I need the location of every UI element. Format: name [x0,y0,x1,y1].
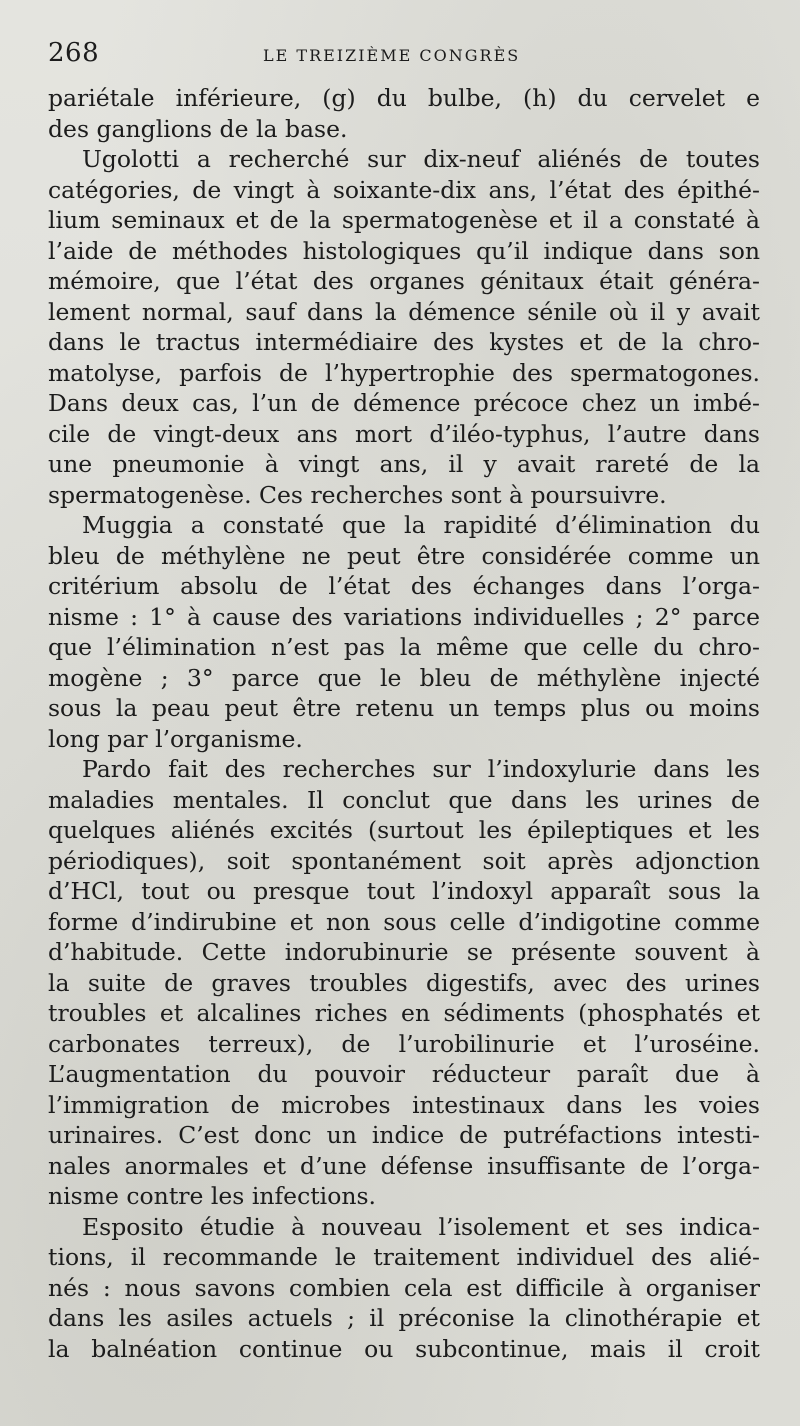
running-title: LE TREIZIÈME CONGRÈS [263,46,521,65]
text-line: nisme : 1° à cause des variations individuelles ; 2° parce [48,602,760,631]
text-line: Pardo fait des recherches sur l’indoxylurie dans les [82,755,760,783]
text-line: nales anormales et d’une défense insuffisante de l’orga- [48,1151,760,1180]
text-line: long par l’organisme. [48,724,303,753]
text-line: Ugolotti a recherché sur dix-neuf aliénés de toutes [82,145,760,173]
text-line: tions, il recommande le traitement individuel des alié- [48,1243,760,1271]
text-line: forme d’indirubine et non sous celle d’indigotine comme [48,907,760,936]
text-line: L’augmentation du pouvoir réducteur paraît due à [48,1060,760,1088]
text-line: sous la peau peut être retenu un temps plus ou moins [48,694,760,722]
text-line: lium seminaux et de la spermatogenèse et il a constaté à [48,206,760,234]
text-line: nés : nous savons combien cela est difficile à organiser [48,1273,760,1302]
body-text [48,83,760,1364]
text-line: l’immigration de microbes intestinaux dans les voies [48,1090,760,1119]
text-line: urinaires. C’est donc un indice de putréfactions intesti- [48,1121,760,1149]
text-line: lement normal, sauf dans la démence sénile où il y avait [48,297,760,326]
text-line: la suite de graves troubles digestifs, avec des urines [48,968,760,997]
text-line: cile de vingt-deux ans mort d’iléo-typhus, l’autre dans [48,419,760,448]
text-line: dans les asiles actuels ; il préconise la clinothérapie et [48,1304,760,1332]
text-line: catégories, de vingt à soixante-dix ans, l’état des épithé- [48,175,760,204]
text-line: Dans deux cas, l’un de démence précoce chez un imbé- [48,389,760,417]
text-line: Muggia a constaté que la rapidité d’élimination du [82,511,760,539]
text-line: mogène ; 3° parce que le bleu de méthylène injecté [48,663,760,692]
text-line: périodiques), soit spontanément soit après adjonction [48,846,760,875]
text-line: quelques aliénés excités (surtout les épileptiques et les [48,816,760,844]
page-header [48,38,760,72]
text-line: carbonates terreux), de l’urobilinurie et l’uroséine. [48,1029,760,1058]
text-line: que l’élimination n’est pas la même que celle du chro- [48,633,760,661]
text-line: d’habitude. Cette indorubinurie se présente souvent à [48,938,760,966]
text-line: critérium absolu de l’état des échanges dans l’orga- [48,572,760,600]
text-line: bleu de méthylène ne peut être considérée comme un [48,541,760,570]
text-line: spermatogenèse. Ces recherches sont à poursuivre. [48,480,667,509]
text-line: d’HCl, tout ou presque tout l’indoxyl apparaît sous la [48,877,760,905]
text-line: nisme contre les infections. [48,1182,377,1210]
text-line: troubles et alcalines riches en sédiments (phosphatés et [48,999,760,1027]
text-line: la balnéation continue ou subcontinue, mais il croit [48,1334,760,1363]
text-line: l’aide de méthodes histologiques qu’il indique dans son [48,236,760,265]
page-number: 268 [48,38,100,68]
text-line: dans le tractus intermédiaire des kystes et de la chro- [48,328,760,356]
text-line: matolyse, parfois de l’hypertrophie des spermatogones. [48,358,760,387]
text-line: mémoire, que l’état des organes génitaux était généra- [48,267,760,295]
text-line: pariétale inférieure, (g) du bulbe, (h) du cervelet e [48,84,760,112]
text-line: Esposito étudie à nouveau l’isolement et ses indica- [82,1212,760,1241]
text-line: des ganglions de la base. [48,114,348,143]
text-line: une pneumonie à vingt ans, il y avait rareté de la [48,450,760,478]
text-line: maladies mentales. Il conclut que dans les urines de [48,785,760,814]
